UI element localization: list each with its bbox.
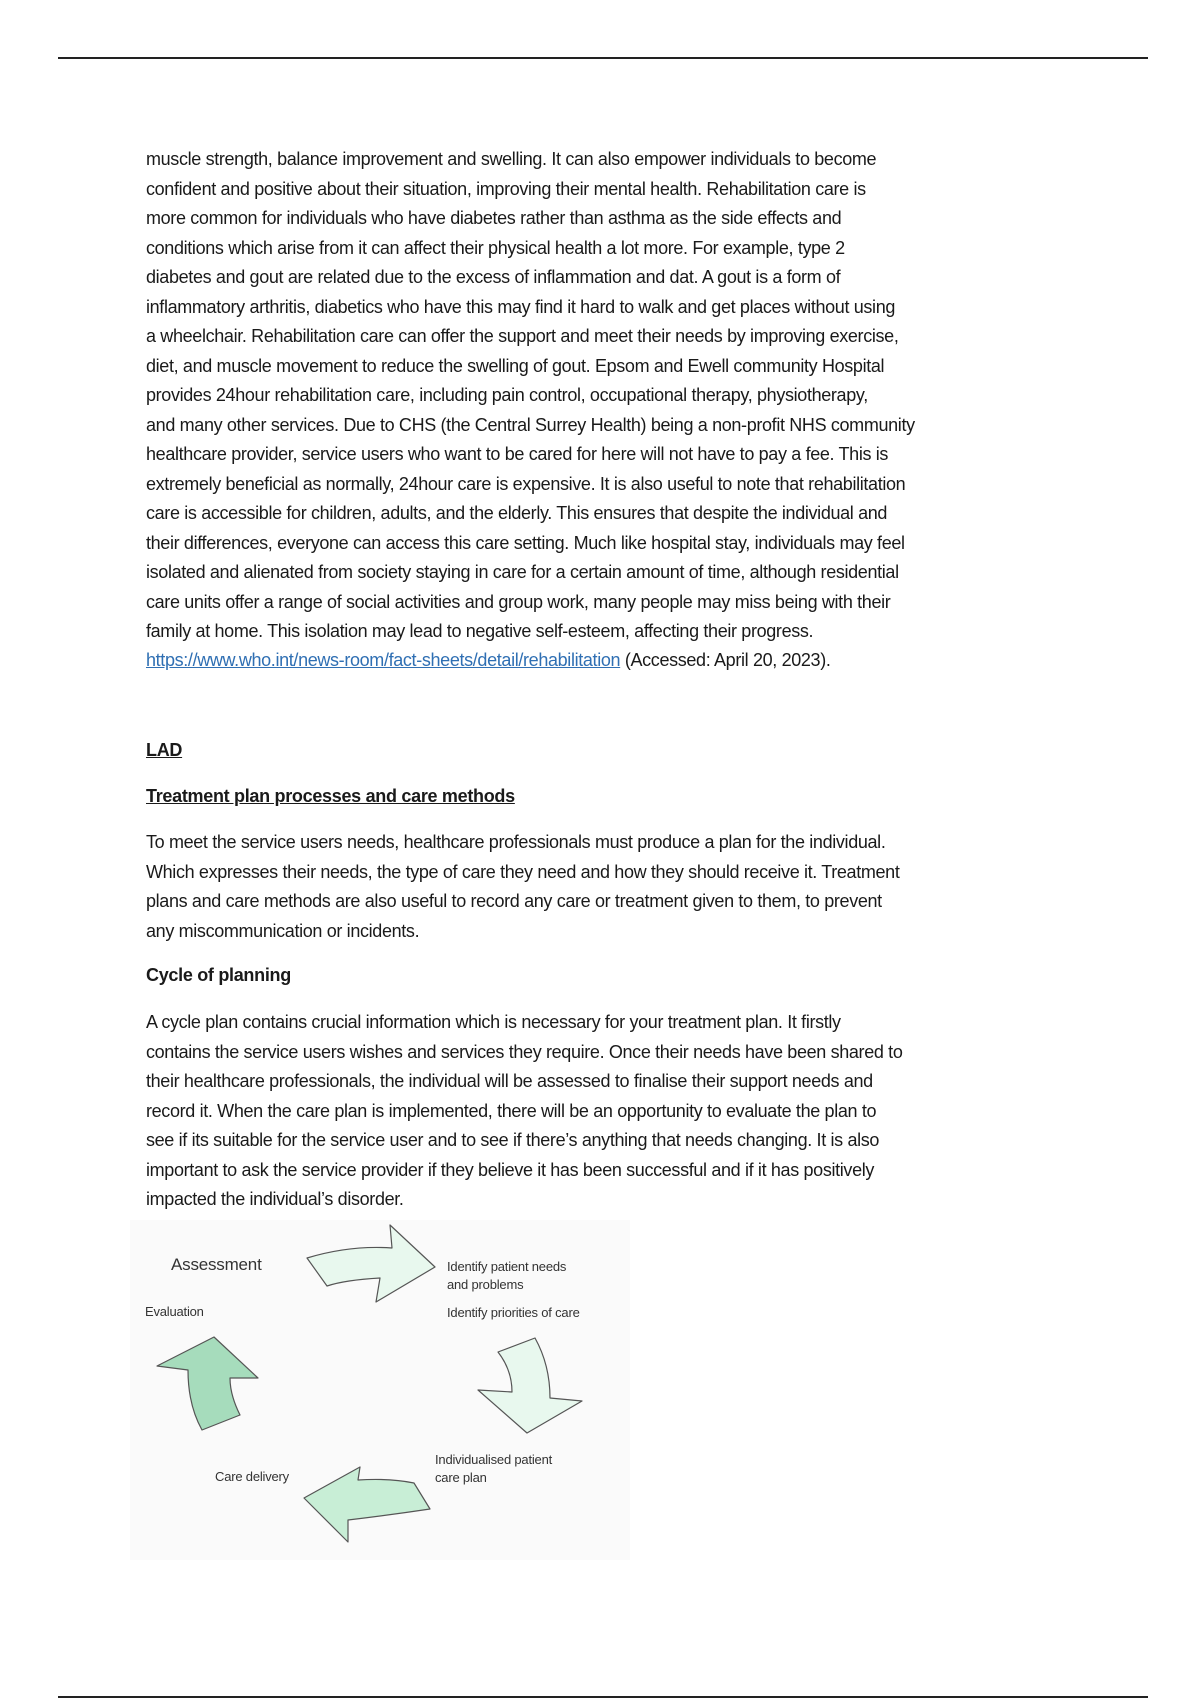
label-evaluation: Evaluation (145, 1304, 204, 1319)
text-line: their healthcare professionals, the individual will be assessed to finalise their support needs and (146, 1071, 873, 1091)
paragraph-rehabilitation (146, 145, 1086, 647)
text-line: plans and care methods are also useful to record any care or treatment given to them, to prevent (146, 891, 882, 911)
text-line: A cycle plan contains crucial information which is necessary for your treatment plan. It firstly (146, 1012, 841, 1032)
text-line: see if its suitable for the service user and to see if there’s anything that needs changing. It is also (146, 1130, 880, 1150)
heading-treatment-plan: Treatment plan processes and care methods (146, 786, 515, 806)
text-line: care is accessible for children, adults, and the elderly. This ensures that despite the individual and (146, 503, 888, 523)
text-line: conditions which arise from it can affect their physical health a lot more. For example, type 2 (146, 237, 845, 258)
cycle-of-planning-diagram (130, 1220, 630, 1560)
label-plan-1: Individualised patient (435, 1452, 553, 1467)
text-line: more common for individuals who have diabetes rather than asthma as the side effects and (146, 208, 842, 228)
arrow-plan-to-delivery (304, 1467, 430, 1542)
accessed-date: (Accessed: April 20, 2023). (620, 650, 831, 670)
label-care-delivery: Care delivery (215, 1469, 289, 1484)
label-assessment: Assessment (171, 1255, 262, 1274)
label-identify-needs-1: Identify patient needs (447, 1259, 567, 1274)
text-line: diabetes and gout are related due to the excess of inflammation and dat. A gout is a form of (146, 267, 841, 287)
text-line: provides 24hour rehabilitation care, including pain control, occupational therapy, physiotherapy, (146, 385, 868, 405)
arrow-delivery-to-evaluation (157, 1337, 258, 1430)
text-line: contains the service users wishes and services they require. Once their needs have been shared to (146, 1041, 903, 1062)
label-plan-2: care plan (435, 1470, 487, 1485)
arrow-priorities-to-plan (478, 1338, 582, 1433)
text-line: extremely beneficial as normally, 24hour care is expensive. It is also useful to note that rehabilitation (146, 473, 906, 494)
text-line: isolated and alienated from society staying in care for a certain amount of time, although residential (146, 562, 899, 582)
text-line: healthcare provider, service users who want to be cared for here will not have to pay a fee. This is (146, 444, 889, 464)
heading-cycle-of-planning: Cycle of planning (146, 965, 291, 985)
text-line: record it. When the care plan is implemented, there will be an opportunity to evaluate the plan to (146, 1100, 877, 1121)
text-line: muscle strength, balance improvement and swelling. It can also empower individuals to become (146, 149, 877, 169)
heading-lad: LAD (146, 740, 183, 760)
text-line: inflammatory arthritis, diabetics who have this may find it hard to walk and get places without using (146, 296, 896, 317)
reference-line (146, 646, 1086, 676)
text-line: a wheelchair. Rehabilitation care can offer the support and meet their needs by improving exercise, (146, 326, 899, 346)
text-line: diet, and muscle movement to reduce the swelling of gout. Epsom and Ewell community Hospital (146, 355, 885, 376)
who-rehabilitation-link[interactable]: https://www.who.int/news-room/fact-sheets/detail/rehabilitation (146, 650, 621, 670)
text-line: confident and positive about their situation, improving their mental health. Rehabilitation care is (146, 178, 866, 199)
text-line: Which expresses their needs, the type of care they need and how they should receive it. Treatment (146, 861, 900, 882)
arrow-assessment-to-needs (307, 1225, 435, 1302)
paragraph-treatment-plan (146, 828, 1086, 946)
text-line: impacted the individual’s disorder. (146, 1189, 404, 1209)
text-line: care units offer a range of social activities and group work, many people may miss being with their (146, 591, 891, 612)
label-identify-priorities: Identify priorities of care (447, 1305, 580, 1320)
text-line: their differences, everyone can access this care setting. Much like hospital stay, individuals may feel (146, 532, 905, 553)
label-identify-needs-2: and problems (447, 1277, 524, 1292)
paragraph-cycle-of-planning (146, 1008, 1086, 1215)
footer-rule (58, 1696, 1148, 1698)
text-line: To meet the service users needs, healthcare professionals must produce a plan for the individual. (146, 832, 886, 852)
text-line: important to ask the service provider if they believe it has been successful and if it has positively (146, 1159, 875, 1180)
text-line: any miscommunication or incidents. (146, 920, 420, 941)
header-rule (58, 57, 1148, 59)
text-line: family at home. This isolation may lead to negative self-esteem, affecting their progress. (146, 621, 814, 641)
text-line: and many other services. Due to CHS (the Central Surrey Health) being a non-profit NHS community (146, 414, 915, 435)
